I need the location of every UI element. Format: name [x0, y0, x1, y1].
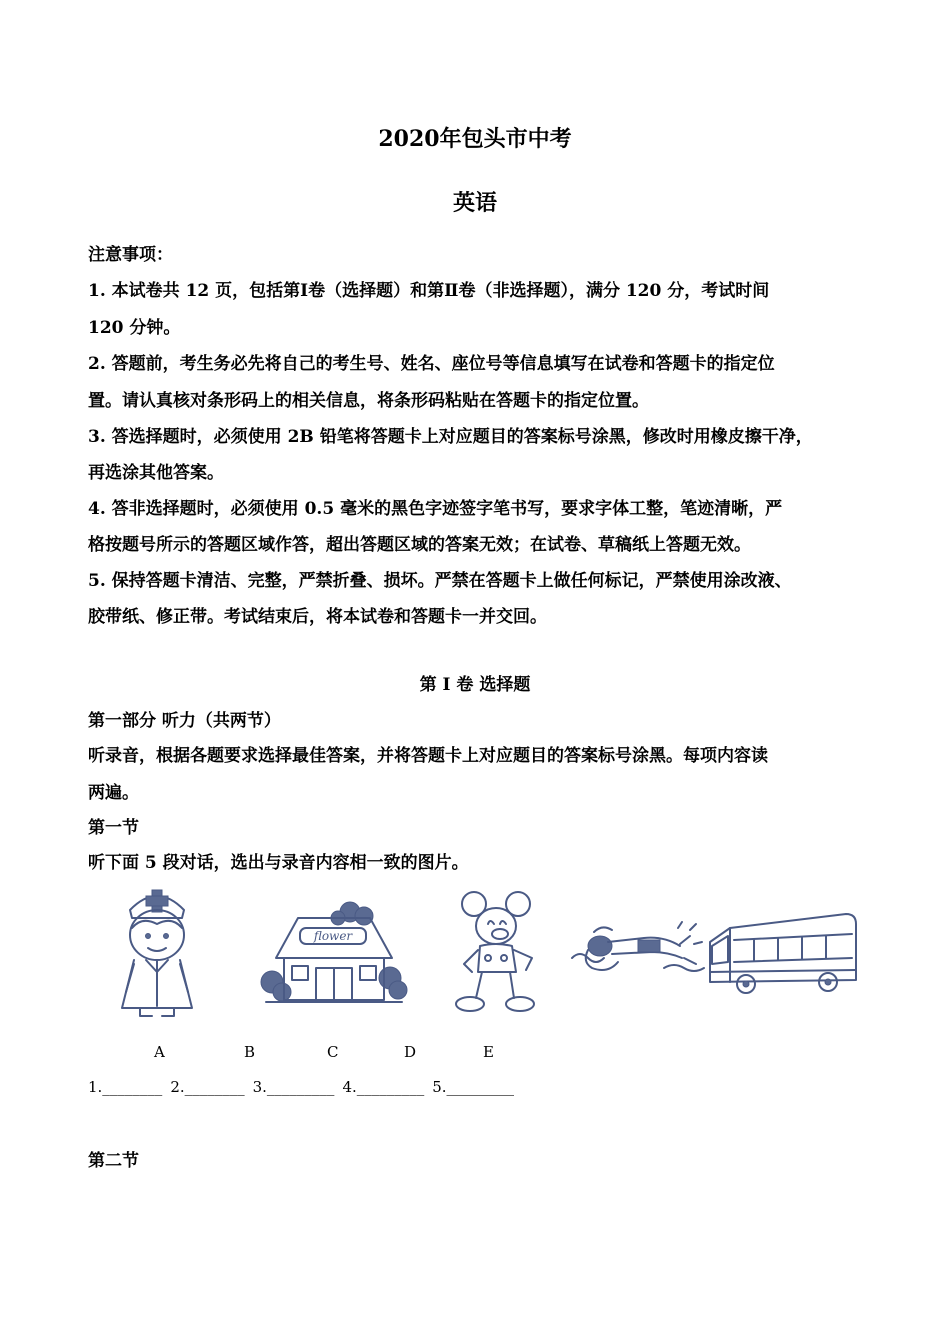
answer-blanks	[88, 1078, 522, 1096]
subject-title: 英语	[452, 190, 497, 216]
bus-icon	[706, 906, 860, 1000]
notice-line: 5. 保持答题卡清洁、完整，严禁折叠、损坏。严禁在答题卡上做任何标记，严禁使用涂改液、	[88, 571, 792, 591]
notice-line: 再选涂其他答案。	[88, 463, 224, 483]
notice-line: 置。请认真核对条形码上的相关信息，将条形码粘贴在答题卡的指定位置。	[88, 391, 649, 411]
notice-line: 3. 答选择题时，必须使用 2B 铅笔将答题卡上对应题目的答案标号涂黑，修改时用橡皮擦干净，	[88, 427, 813, 447]
notice-line: 1. 本试卷共 12 页，包括第Ⅰ卷（选择题）和第Ⅱ卷（非选择题），满分 120 分，考试时间	[88, 281, 770, 301]
exam-title: 2020年包头市中考	[378, 126, 572, 152]
answer-blank-3[interactable]: 3._________	[252, 1078, 335, 1096]
answer-blank-1[interactable]: 1.________	[88, 1078, 163, 1096]
mickey-mouse-icon	[452, 888, 542, 1018]
subsection-title: 第一节	[88, 818, 139, 838]
answer-blank-2[interactable]: 2.________	[170, 1078, 245, 1096]
notice-line: 胶带纸、修正带。考试结束后，将本试卷和答题卡一并交回。	[88, 607, 547, 627]
notice-line: 120 分钟。	[88, 318, 181, 338]
swimmer-icon	[568, 918, 708, 980]
picture-label-c: C	[327, 1043, 339, 1061]
picture-label-b: B	[244, 1043, 256, 1061]
picture-label-d: D	[404, 1043, 417, 1061]
answer-blank-4[interactable]: 4._________	[342, 1078, 425, 1096]
doctor-icon	[112, 880, 202, 1020]
picture-label-a: A	[154, 1043, 165, 1061]
section-title: 第 I 卷 选择题	[419, 675, 531, 695]
subsection-title: 第二节	[88, 1151, 139, 1171]
instruction-line: 两遍。	[88, 783, 139, 803]
instruction-line: 听录音，根据各题要求选择最佳答案，并将答题卡上对应题目的答案标号涂黑。每项内容读	[88, 746, 768, 766]
notice-heading: 注意事项：	[88, 245, 173, 265]
notice-line: 格按题号所示的答题区域作答，超出答题区域的答案无效；在试卷、草稿纸上答题无效。	[88, 535, 751, 555]
part-title: 第一部分 听力（共两节）	[88, 711, 281, 731]
task-instruction: 听下面 5 段对话，选出与录音内容相一致的图片。	[88, 853, 469, 873]
flower-shop-icon	[258, 898, 410, 1006]
answer-blank-5[interactable]: 5._________	[432, 1078, 515, 1096]
notice-line: 4. 答非选择题时，必须使用 0.5 毫米的黑色字迹签字笔书写，要求字体工整，笔迹清晰，严	[88, 499, 783, 519]
picture-label-e: E	[483, 1043, 494, 1061]
shop-sign: flower	[313, 929, 353, 943]
notice-line: 2. 答题前，考生务必先将自己的考生号、姓名、座位号等信息填写在试卷和答题卡的指定位	[88, 354, 775, 374]
